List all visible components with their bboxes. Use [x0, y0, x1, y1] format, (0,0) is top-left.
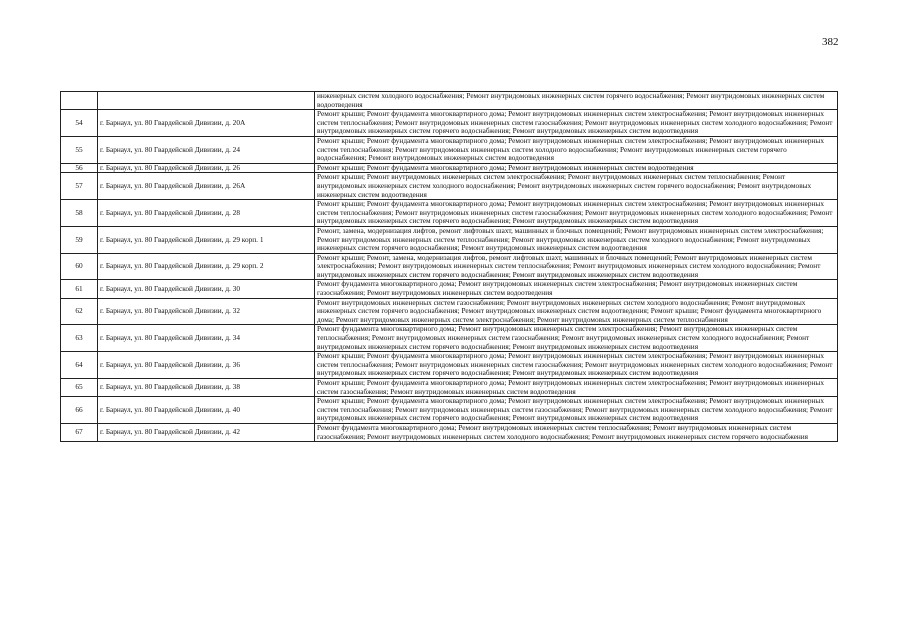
row-number: 58	[61, 200, 98, 227]
table-row	[61, 325, 838, 352]
row-address: г. Барнаул, ул. 80 Гвардейской Дивизии, д. 20А	[98, 110, 315, 137]
row-works: Ремонт крыши; Ремонт фундамента многоквартирного дома; Ремонт внутридомовых инженерных систем электроснабжения; Ремонт внутридомовых инженерных систем газоснабжения; Ремонт внутридомовых инженерных систем водоотведения	[315, 379, 838, 397]
table-row	[61, 92, 838, 110]
table-row	[61, 136, 838, 163]
row-number: 62	[61, 298, 98, 325]
row-works: инженерных систем холодного водоснабжения; Ремонт внутридомовых инженерных систем горячего водоснабжения; Ремонт внутридомовых инженерных систем водоотведения	[315, 92, 838, 110]
row-address	[98, 92, 315, 110]
row-address: г. Барнаул, ул. 80 Гвардейской Дивизии, д. 29 корп. 1	[98, 226, 315, 253]
table-row	[61, 226, 838, 253]
row-number: 67	[61, 423, 98, 441]
table-row	[61, 163, 838, 173]
row-number: 65	[61, 379, 98, 397]
row-number: 60	[61, 253, 98, 280]
row-works: Ремонт крыши; Ремонт внутридомовых инженерных систем электроснабжения; Ремонт внутридомовых инженерных систем теплоснабжения; Ремонт внутридомовых инженерных систем холодного водоснабжения; Ремонт внутридомовых инженерных систем горячего водоснабжения; Ремонт внутридомовых инженерных систем водоотведения	[315, 173, 838, 200]
row-works: Ремонт крыши; Ремонт фундамента многоквартирного дома; Ремонт внутридомовых инженерных систем водоотведения	[315, 163, 838, 173]
row-number: 56	[61, 163, 98, 173]
table-row	[61, 280, 838, 298]
row-address: г. Барнаул, ул. 80 Гвардейской Дивизии, д. 29 корп. 2	[98, 253, 315, 280]
row-address: г. Барнаул, ул. 80 Гвардейской Дивизии, д. 40	[98, 397, 315, 424]
row-address: г. Барнаул, ул. 80 Гвардейской Дивизии, д. 24	[98, 136, 315, 163]
table-row	[61, 173, 838, 200]
row-number: 66	[61, 397, 98, 424]
row-address: г. Барнаул, ул. 80 Гвардейской Дивизии, д. 30	[98, 280, 315, 298]
row-works: Ремонт внутридомовых инженерных систем газоснабжения; Ремонт внутридомовых инженерных систем холодного водоснабжения; Ремонт внутридомовых инженерных систем горячего водоснабжения; Ремонт внутридомовых инженерных систем водоотведения; Ремонт крыши; Ремонт фундамента многоквартирного дома; Ремонт внутридомовых инженерных систем электроснабжения; Ремонт внутридомовых инженерных систем теплоснабжения	[315, 298, 838, 325]
table-row	[61, 397, 838, 424]
table-row	[61, 298, 838, 325]
row-address: г. Барнаул, ул. 80 Гвардейской Дивизии, д. 26	[98, 163, 315, 173]
row-number: 64	[61, 352, 98, 379]
table-row	[61, 379, 838, 397]
row-number: 57	[61, 173, 98, 200]
page-number: 382	[822, 36, 839, 48]
row-number: 61	[61, 280, 98, 298]
row-works: Ремонт фундамента многоквартирного дома; Ремонт внутридомовых инженерных систем теплоснабжения; Ремонт внутридомовых инженерных систем газоснабжения; Ремонт внутридомовых инженерных систем холодного водоснабжения; Ремонт внутридомовых инженерных систем горячего водоснабжения	[315, 423, 838, 441]
row-works: Ремонт крыши; Ремонт фундамента многоквартирного дома; Ремонт внутридомовых инженерных систем электроснабжения; Ремонт внутридомовых инженерных систем теплоснабжения; Ремонт внутридомовых инженерных систем газоснабжения; Ремонт внутридомовых инженерных систем холодного водоснабжения; Ремонт внутридомовых инженерных систем горячего водоснабжения; Ремонт внутридомовых инженерных систем водоотведения	[315, 110, 838, 137]
row-address: г. Барнаул, ул. 80 Гвардейской Дивизии, д. 36	[98, 352, 315, 379]
row-address: г. Барнаул, ул. 80 Гвардейской Дивизии, д. 34	[98, 325, 315, 352]
row-address: г. Барнаул, ул. 80 Гвардейской Дивизии, д. 26А	[98, 173, 315, 200]
table-row	[61, 352, 838, 379]
row-works: Ремонт крыши; Ремонт фундамента многоквартирного дома; Ремонт внутридомовых инженерных систем электроснабжения; Ремонт внутридомовых инженерных систем теплоснабжения; Ремонт внутридомовых инженерных систем газоснабжения; Ремонт внутридомовых инженерных систем холодного водоснабжения; Ремонт внутридомовых инженерных систем горячего водоснабжения; Ремонт внутридомовых инженерных систем водоотведения	[315, 352, 838, 379]
row-works: Ремонт крыши; Ремонт фундамента многоквартирного дома; Ремонт внутридомовых инженерных систем электроснабжения; Ремонт внутридомовых инженерных систем теплоснабжения; Ремонт внутридомовых инженерных систем газоснабжения; Ремонт внутридомовых инженерных систем холодного водоснабжения; Ремонт внутридомовых инженерных систем горячего водоснабжения; Ремонт внутридомовых инженерных систем водоотведения	[315, 397, 838, 424]
table-row	[61, 253, 838, 280]
table-row	[61, 423, 838, 441]
row-address: г. Барнаул, ул. 80 Гвардейской Дивизии, д. 38	[98, 379, 315, 397]
row-number: 55	[61, 136, 98, 163]
table-row	[61, 110, 838, 137]
repair-schedule-table	[60, 91, 838, 442]
row-works: Ремонт крыши; Ремонт, замена, модернизация лифтов, ремонт лифтовых шахт, машинных и блочных помещений; Ремонт внутридомовых инженерных систем электроснабжения; Ремонт внутридомовых инженерных систем теплоснабжения; Ремонт внутридомовых инженерных систем холодного водоснабжения; Ремонт внутридомовых инженерных систем горячего водоснабжения; Ремонт внутридомовых инженерных систем водоотведения	[315, 253, 838, 280]
row-number: 63	[61, 325, 98, 352]
row-number: 54	[61, 110, 98, 137]
row-works: Ремонт крыши; Ремонт фундамента многоквартирного дома; Ремонт внутридомовых инженерных систем электроснабжения; Ремонт внутридомовых инженерных систем теплоснабжения; Ремонт внутридомовых инженерных систем газоснабжения; Ремонт внутридомовых инженерных систем холодного водоснабжения; Ремонт внутридомовых инженерных систем горячего водоснабжения; Ремонт внутридомовых инженерных систем водоотведения	[315, 200, 838, 227]
row-address: г. Барнаул, ул. 80 Гвардейской Дивизии, д. 28	[98, 200, 315, 227]
row-works: Ремонт, замена, модернизация лифтов, ремонт лифтовых шахт, машинных и блочных помещений; Ремонт внутридомовых инженерных систем электроснабжения; Ремонт внутридомовых инженерных систем теплоснабжения; Ремонт внутридомовых инженерных систем холодного водоснабжения; Ремонт внутридомовых инженерных систем горячего водоснабжения; Ремонт внутридомовых инженерных систем водоотведения	[315, 226, 838, 253]
row-works: Ремонт фундамента многоквартирного дома; Ремонт внутридомовых инженерных систем электроснабжения; Ремонт внутридомовых инженерных систем газоснабжения; Ремонт внутридомовых инженерных систем водоотведения	[315, 280, 838, 298]
row-works: Ремонт крыши; Ремонт фундамента многоквартирного дома; Ремонт внутридомовых инженерных систем электроснабжения; Ремонт внутридомовых инженерных систем теплоснабжения; Ремонт внутридомовых инженерных систем холодного водоснабжения; Ремонт внутридомовых инженерных систем горячего водоснабжения; Ремонт внутридомовых инженерных систем водоотведения	[315, 136, 838, 163]
table-row	[61, 200, 838, 227]
row-number	[61, 92, 98, 110]
table-body	[61, 92, 838, 442]
row-address: г. Барнаул, ул. 80 Гвардейской Дивизии, д. 42	[98, 423, 315, 441]
row-number: 59	[61, 226, 98, 253]
row-works: Ремонт фундамента многоквартирного дома; Ремонт внутридомовых инженерных систем электроснабжения; Ремонт внутридомовых инженерных систем теплоснабжения; Ремонт внутридомовых инженерных систем газоснабжения; Ремонт внутридомовых инженерных систем холодного водоснабжения; Ремонт внутридомовых инженерных систем горячего водоснабжения; Ремонт внутридомовых инженерных систем водоотведения	[315, 325, 838, 352]
row-address: г. Барнаул, ул. 80 Гвардейской Дивизии, д. 32	[98, 298, 315, 325]
